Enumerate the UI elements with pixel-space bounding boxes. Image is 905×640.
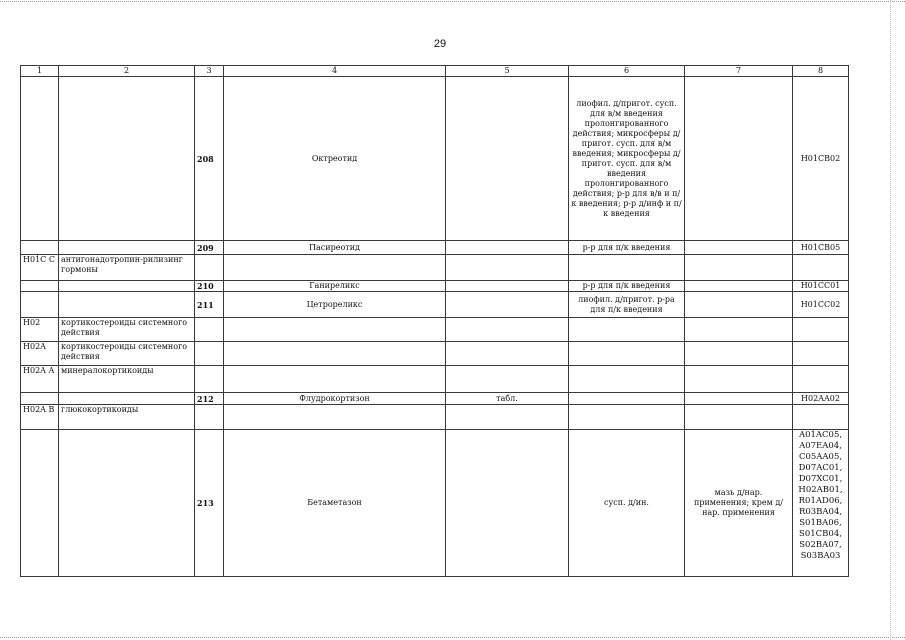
drug-name: Ганиреликс: [224, 281, 446, 292]
page-edge-right: [890, 0, 891, 640]
atc-code: D07XC01,: [798, 474, 843, 484]
atc-code: S01BA06,: [799, 518, 842, 528]
dosage-form: табл.: [446, 393, 569, 405]
dosage-form: лиофил. д/пригот. сусп. для в/м введения пролонгированного действия; микросферы д/пригот. сусп. для в/м введения; микросферы д/пригот. сусп. для в/м введения пролонгированного действия; р-р для в/в и п/к введения; р-р д/инф и п/к введения: [569, 77, 685, 241]
atc-group-code: H02: [21, 318, 59, 342]
header-cell: 5: [446, 66, 569, 77]
atc-group-name: кортикостероиды системного действия: [59, 318, 195, 342]
header-row: [21, 66, 849, 77]
header-cell: 2: [59, 66, 195, 77]
atc-group-code: H02A B: [21, 405, 59, 430]
atc-code: H01CB02: [793, 77, 849, 241]
atc-code: A01AC05,: [798, 430, 843, 440]
dosage-form: р-р для п/к введения: [569, 281, 685, 292]
atc-group-name: глюкокортикоиды: [59, 405, 195, 430]
row-number: 208: [195, 77, 224, 241]
atc-code: S01CB04,: [799, 529, 842, 539]
header-cell: 4: [224, 66, 446, 77]
header-cell: 7: [685, 66, 793, 77]
atc-code: H01CC02: [793, 292, 849, 318]
table-row: [21, 77, 849, 241]
dosage-form-topical: мазь д/нар. применения; крем д/нар. применения: [685, 430, 793, 577]
table-row: [21, 430, 849, 577]
dosage-form: сусп. д/ин.: [569, 430, 685, 577]
drug-name: Октреотид: [224, 77, 446, 241]
page-number: 29: [433, 38, 447, 50]
table-row: [21, 281, 849, 292]
row-number: 210: [195, 281, 224, 292]
group-row: [21, 405, 849, 430]
atc-code: H02AB01,: [798, 485, 843, 495]
atc-code: C05AA05,: [798, 452, 843, 462]
dosage-form: р-р для п/к введения: [569, 241, 685, 255]
atc-group-code: H02A A: [21, 366, 59, 393]
group-row: [21, 366, 849, 393]
dosage-form: лиофил. д/пригот. р-ра для п/к введения: [569, 292, 685, 318]
atc-group-name: кортикостероиды системного действия: [59, 342, 195, 366]
atc-code: H01CB05: [793, 241, 849, 255]
table-row: [21, 393, 849, 405]
header-cell: 8: [793, 66, 849, 77]
row-number: 211: [195, 292, 224, 318]
atc-code: S03BA03: [800, 551, 841, 561]
row-number: 212: [195, 393, 224, 405]
page-edge-top: [0, 1, 905, 2]
header-cell: 1: [21, 66, 59, 77]
atc-code: H01CC01: [793, 281, 849, 292]
drug-name: Цетрореликс: [224, 292, 446, 318]
header-cell: 6: [569, 66, 685, 77]
row-number: 213: [195, 430, 224, 577]
table-row: [21, 292, 849, 318]
drug-name: Флудрокортизон: [224, 393, 446, 405]
page-edge-bottom: [0, 637, 905, 638]
atc-group-name: антигонадотропин-рилизинг гормоны: [59, 255, 195, 281]
header-cell: 3: [195, 66, 224, 77]
group-row: [21, 318, 849, 342]
drug-name: Пасиреотид: [224, 241, 446, 255]
group-row: [21, 255, 849, 281]
drug-name: Бетаметазон: [224, 430, 446, 577]
drug-table: [20, 65, 849, 577]
group-row: [21, 342, 849, 366]
atc-group-name: минералокортикоиды: [59, 366, 195, 393]
atc-code: R01AD06,: [798, 496, 843, 506]
atc-code: D07AC01,: [798, 463, 843, 473]
table-row: [21, 241, 849, 255]
atc-code: A07EA04,: [799, 441, 842, 451]
atc-group-code: H02A: [21, 342, 59, 366]
row-number: 209: [195, 241, 224, 255]
atc-code: R03BA04,: [798, 507, 843, 517]
atc-group-code: H01C C: [21, 255, 59, 281]
atc-code: H02AA02: [793, 393, 849, 405]
atc-code: S02BA07,: [799, 540, 842, 550]
atc-code-list: [793, 430, 849, 577]
